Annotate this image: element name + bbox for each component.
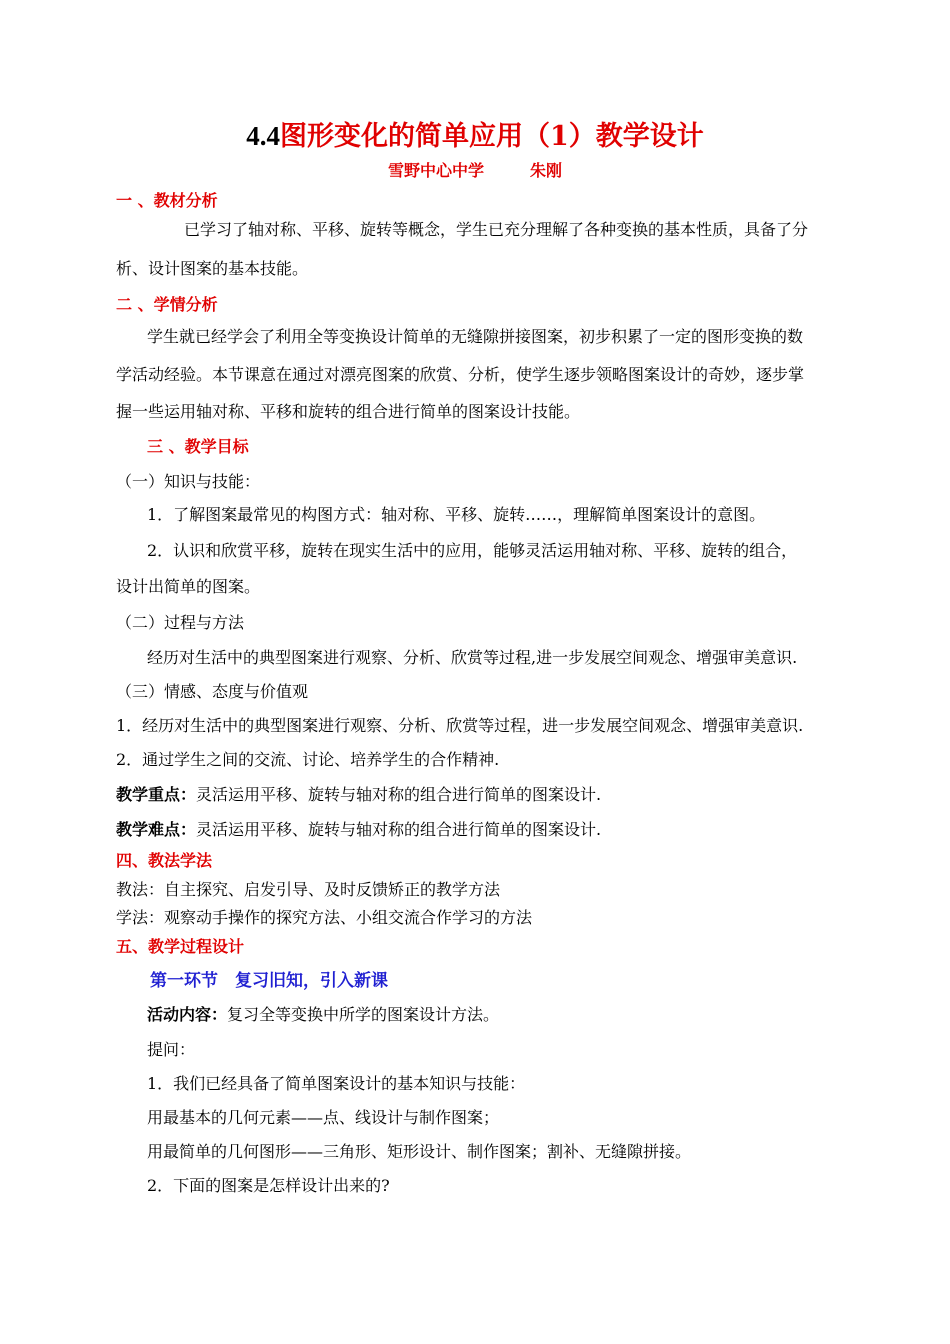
activity-content <box>147 1002 499 1025</box>
key-point <box>116 782 601 805</box>
activity-label: 活动内容： <box>147 1005 228 1024</box>
list-item: 1．我们已经具备了简单图案设计的基本知识与技能： <box>147 1074 526 1093</box>
subsection-heading: （一）知识与技能： <box>116 472 261 491</box>
paragraph-line: 学法：观察动手操作的探究方法、小组交流合作学习的方法 <box>116 908 533 927</box>
author-name: 朱刚 <box>530 161 563 180</box>
school-name: 雪野中心中学 <box>387 161 484 180</box>
paragraph-line: 已学习了轴对称、平移、旋转等概念，学生已充分理解了各种变换的基本性质，具备了分 <box>184 220 809 239</box>
difficult-point-text: 灵活运用平移、旋转与轴对称的组合进行简单的图案设计. <box>196 820 602 839</box>
section-heading-methods: 四、教法学法 <box>116 851 213 870</box>
paragraph-line: 学活动经验。本节课意在通过对漂亮图案的欣赏、分析，使学生逐步领略图案设计的奇妙，逐步掌 <box>116 365 805 384</box>
paragraph-line: 教法：自主探究、启发引导、及时反馈矫正的教学方法 <box>116 880 501 899</box>
document-subtitle <box>0 158 950 181</box>
list-item: 2．通过学生之间的交流、讨论、培养学生的合作精神. <box>116 750 500 769</box>
document-title <box>0 114 950 153</box>
paragraph-line: 握一些运用轴对称、平移和旋转的组合进行简单的图案设计技能。 <box>116 402 581 421</box>
section-heading-process: 五、教学过程设计 <box>116 937 245 956</box>
paragraph-line: 用最简单的几何图形——三角形、矩形设计、制作图案；割补、无缝隙拼接。 <box>147 1142 692 1161</box>
activity-text: 复习全等变换中所学的图案设计方法。 <box>227 1005 500 1024</box>
subsection-heading: （二）过程与方法 <box>116 613 245 632</box>
paragraph-line: 析、设计图案的基本技能。 <box>116 259 309 278</box>
list-item: 1．了解图案最常见的构图方式：轴对称、平移、旋转……，理解简单图案设计的意图。 <box>147 505 766 524</box>
list-item: 2．下面的图案是怎样设计出来的? <box>147 1176 390 1195</box>
list-item: 2．认识和欣赏平移，旋转在现实生活中的应用，能够灵活运用轴对称、平移、旋转的组合， <box>147 541 798 560</box>
list-item-continuation: 设计出简单的图案。 <box>116 577 261 596</box>
difficult-point-label: 教学难点： <box>116 820 197 839</box>
title-text: 图形变化的简单应用（1）教学设计 <box>279 121 704 152</box>
section-heading-goals: 三 、教学目标 <box>147 437 249 456</box>
stage-title: 第一环节 复习旧知，引入新课 <box>150 971 388 991</box>
key-point-text: 灵活运用平移、旋转与轴对称的组合进行简单的图案设计. <box>196 785 602 804</box>
subsection-heading: （三）情感、态度与价值观 <box>116 682 309 701</box>
paragraph-line: 学生就已经学会了利用全等变换设计简单的无缝隙拼接图案，初步积累了一定的图形变换的数 <box>147 327 804 346</box>
paragraph-line: 经历对生活中的典型图案进行观察、分析、欣赏等过程,进一步发展空间观念、增强审美意识. <box>147 648 798 667</box>
section-heading-materials: 一 、教材分析 <box>116 191 218 210</box>
title-number: 4.4 <box>246 121 280 151</box>
paragraph-line: 用最基本的几何元素——点、线设计与制作图案； <box>147 1108 500 1127</box>
paragraph-line: 提问： <box>147 1040 196 1059</box>
list-item: 1．经历对生活中的典型图案进行观察、分析、欣赏等过程，进一步发展空间观念、增强审美意识. <box>116 716 804 735</box>
key-point-label: 教学重点： <box>116 785 197 804</box>
section-heading-students: 二 、学情分析 <box>116 295 218 314</box>
difficult-point <box>116 817 601 840</box>
